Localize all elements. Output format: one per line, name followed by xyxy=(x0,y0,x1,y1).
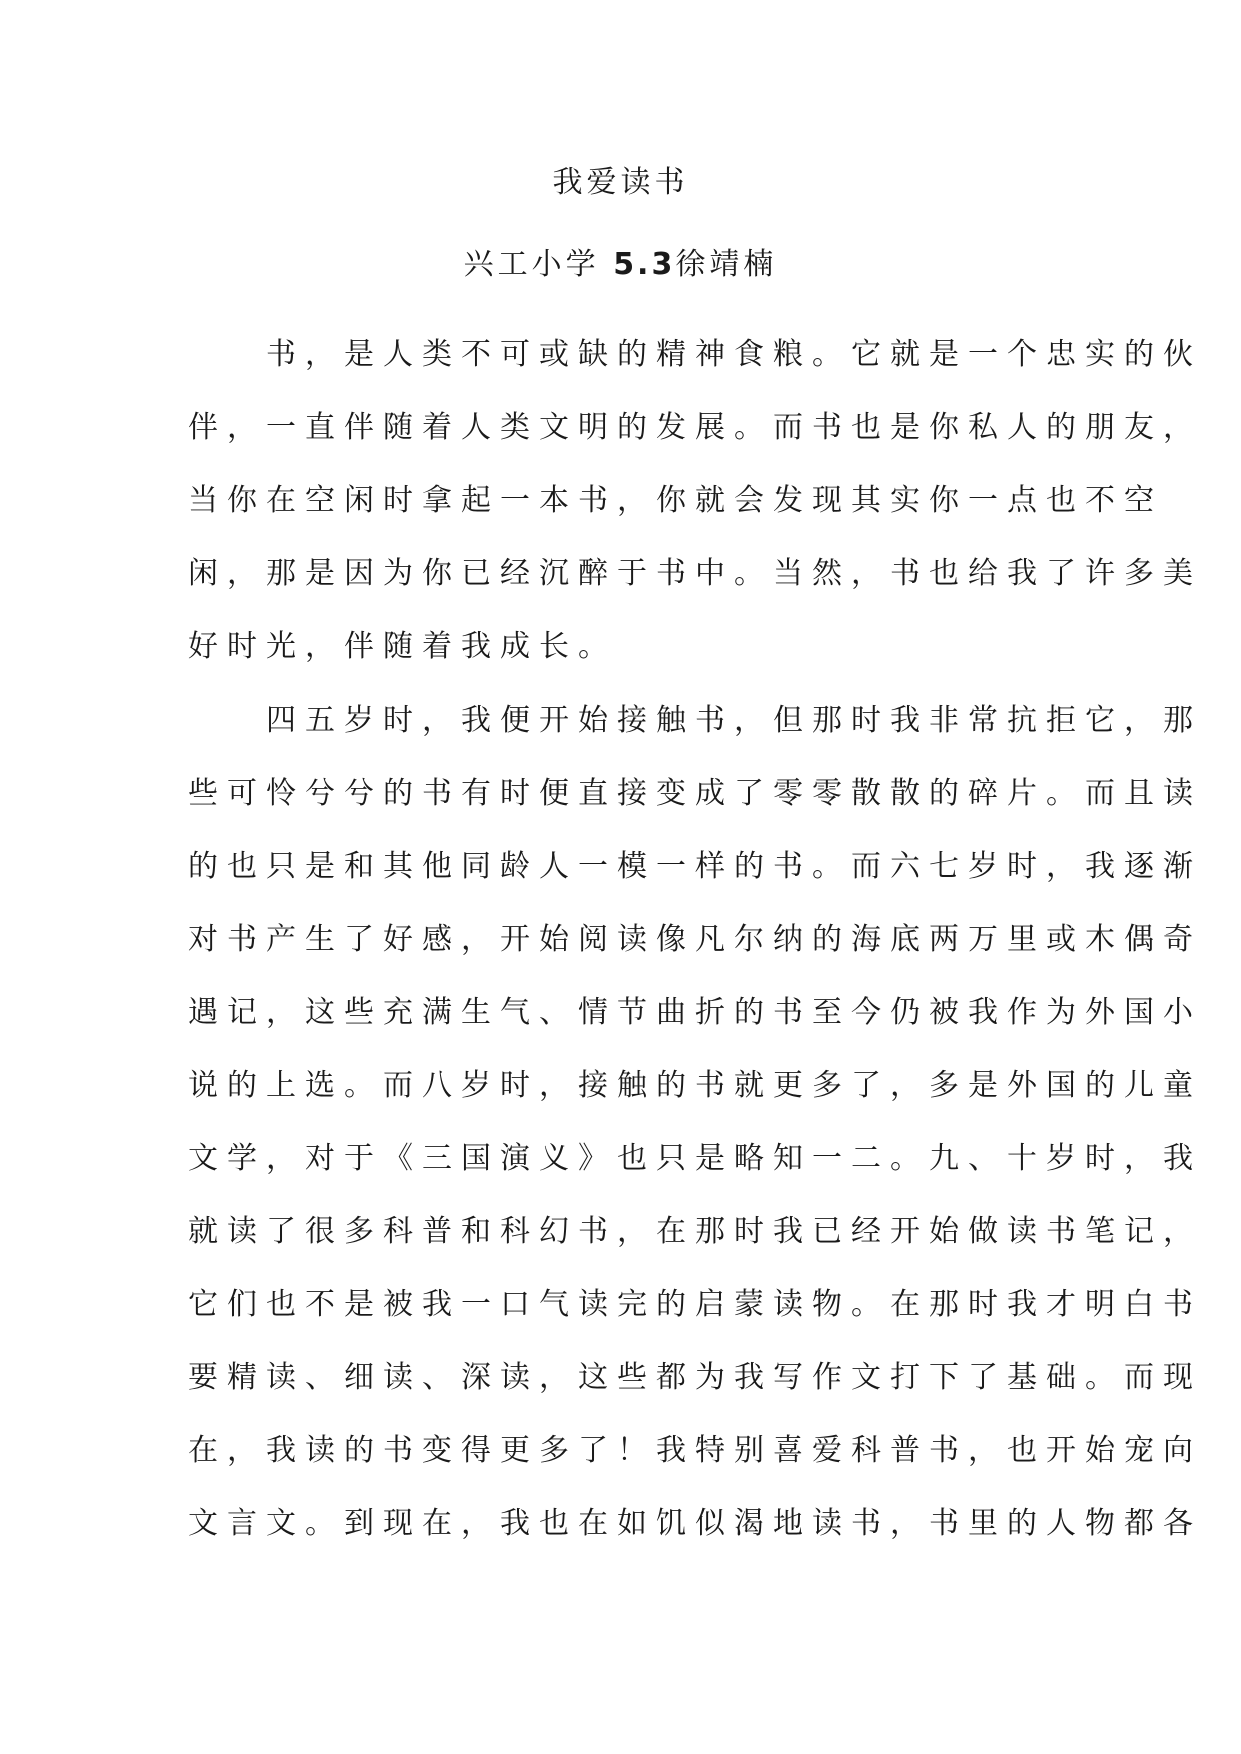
author-name: 徐靖楠 xyxy=(675,247,778,282)
author-school: 兴工小学 xyxy=(463,247,600,282)
paragraph-line: 的也只是和其他同龄人一模一样的书。而六七岁时，我逐渐 xyxy=(188,849,1202,884)
author-line xyxy=(0,245,1241,285)
paragraph-line: 伴，一直伴随着人类文明的发展。而书也是你私人的朋友， xyxy=(188,410,1202,445)
paragraph-line: 闲，那是因为你已经沉醉于书中。当然，书也给我了许多美 xyxy=(188,556,1202,591)
paragraph-line: 遇记，这些充满生气、情节曲折的书至今仍被我作为外国小 xyxy=(188,995,1202,1030)
paragraph-line: 在，我读的书变得更多了！我特别喜爱科普书，也开始宠向 xyxy=(188,1433,1202,1468)
paragraph-line: 四五岁时，我便开始接触书，但那时我非常抗拒它，那 xyxy=(188,703,1202,738)
paragraph-line: 文学，对于《三国演义》也只是略知一二。九、十岁时，我 xyxy=(188,1141,1202,1176)
paragraph-line: 文言文。到现在，我也在如饥似渴地读书，书里的人物都各 xyxy=(188,1506,1202,1541)
paragraph-line: 当你在空闲时拿起一本书，你就会发现其实你一点也不空 xyxy=(188,483,1163,518)
paragraph-1 xyxy=(188,318,1202,683)
paragraph-line: 说的上选。而八岁时，接触的书就更多了，多是外国的儿童 xyxy=(188,1068,1202,1103)
paragraph-line: 些可怜兮兮的书有时便直接变成了零零散散的碎片。而且读 xyxy=(188,776,1202,811)
paragraph-2 xyxy=(188,684,1202,1560)
paragraph-line: 书，是人类不可或缺的精神食粮。它就是一个忠实的伙 xyxy=(188,337,1202,372)
paragraph-line: 好时光，伴随着我成长。 xyxy=(188,629,617,664)
author-class: 5.3 xyxy=(613,247,676,282)
paragraph-line: 它们也不是被我一口气读完的启蒙读物。在那时我才明白书 xyxy=(188,1287,1202,1322)
paragraph-line: 要精读、细读、深读，这些都为我写作文打下了基础。而现 xyxy=(188,1360,1202,1395)
paragraph-line: 对书产生了好感，开始阅读像凡尔纳的海底两万里或木偶奇 xyxy=(188,922,1202,957)
paragraph-line: 就读了很多科普和科幻书，在那时我已经开始做读书笔记， xyxy=(188,1214,1202,1249)
document-title: 我爱读书 xyxy=(552,165,689,200)
